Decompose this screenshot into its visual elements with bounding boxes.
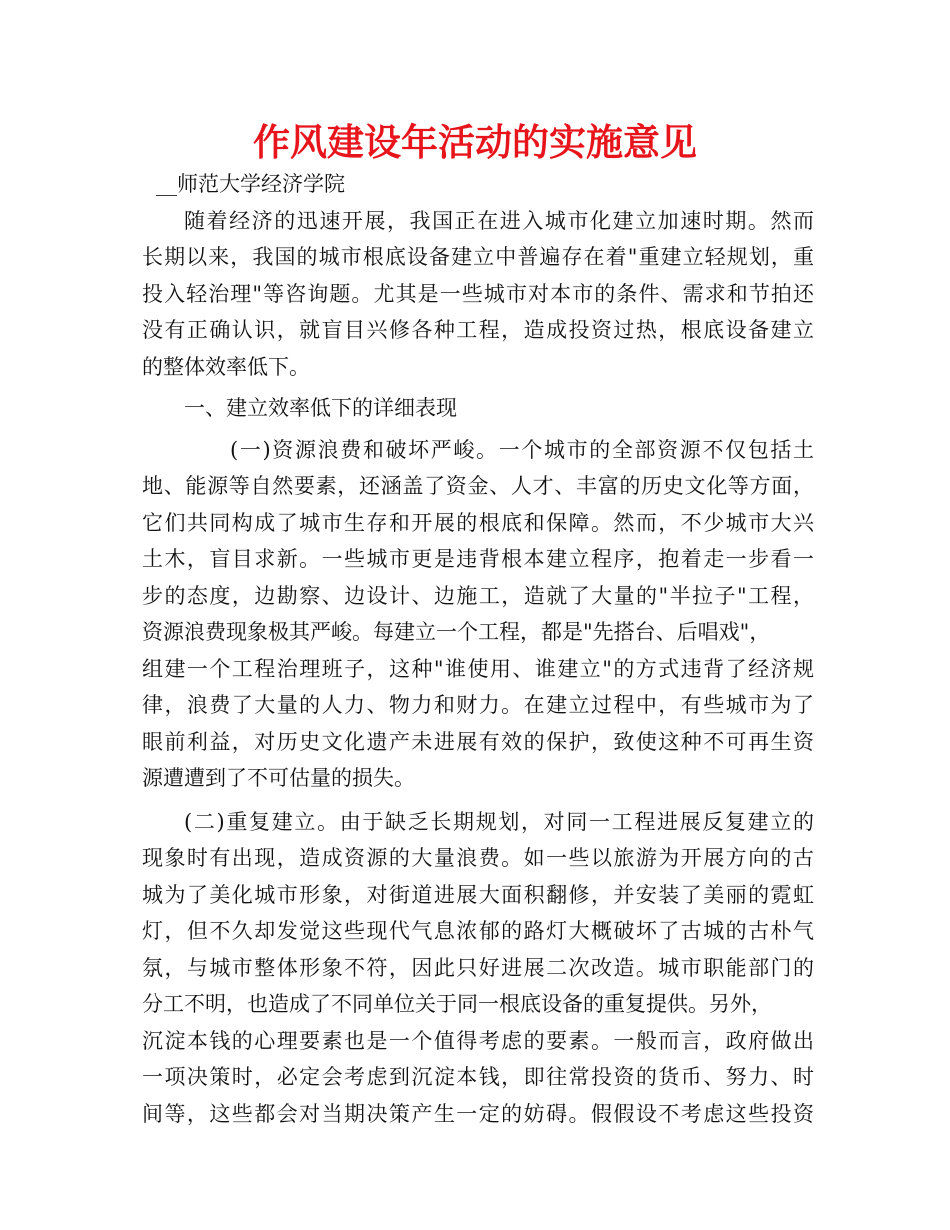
paragraph-line: 源遭遭到了不可估量的损失。 [142,766,415,790]
paragraph-line: 沉淀本钱的心理要素也是一个值得考虑的要素。一般而言，政府做出 [142,1028,814,1053]
intro-line: 投入轻治理"等咨询题。尤其是一些城市对本市的条件、需求和节拍还 [142,281,814,306]
paragraph-line: 氛，与城市整体形象不符，因此只好进展二次改造。城市职能部门的 [142,955,814,980]
paragraph-line: 间等，这些都会对当期决策产生一定的妨碍。假假设不考虑这些投资 [142,1101,814,1126]
paragraph-line: 现象时有出现，造成资源的大量浪费。如一些以旅游为开展方向的古 [142,846,814,870]
paragraph-line: 地、能源等自然要素，还涵盖了资金、人才、丰富的历史文化等方面， [142,474,814,498]
paragraph-line: 资源浪费现象极其严峻。每建立一个工程，都是"先搭台、后唱戏"， [142,620,771,644]
paragraph-line: 眼前利益，对历史文化遗产未进展有效的保护，致使这种不可再生资 [142,729,814,754]
paragraph-line: 步的态度，边勘察、边设计、边施工，造就了大量的"半拉子"工程， [142,583,814,608]
paragraph-line: 一项决策时，必定会考虑到沉淀本钱，即往常投资的货币、努力、时 [142,1065,814,1089]
paragraph-line: 城为了美化城市形象，对街道进展大面积翻修，并安装了美丽的霓虹 [142,882,814,907]
paragraph-line: 组建一个工程治理班子，这种"谁使用、谁建立"的方式违背了经济规 [142,656,814,681]
paragraph-line: 律，浪费了大量的人力、物力和财力。在建立过程中，有些城市为了 [142,693,814,717]
intro-line: 的整体效率低下。 [142,354,310,379]
intro-line: 没有正确认识，就盲目兴修各种工程，造成投资过热，根底设备建立 [142,318,814,342]
document-body [142,166,814,1132]
paragraph-line: 灯，但不久却发觉这些现代气息浓郁的路灯大概破坏了古城的古朴气 [142,919,814,943]
paragraph-line: (二)重复建立。由于缺乏长期规划，对同一工程进展反复建立的 [184,809,814,834]
paragraph-line: 分工不明，也造成了不同单位关于同一根底设备的重复提供。另外， [142,992,772,1016]
paragraph-line: 土木，盲目求新。一些城市更是违背根本建立程序，抱着走一步看一 [142,547,814,571]
paragraph-line: (一)资源浪费和破坏严峻。一个城市的全部资源不仅包括土 [230,437,814,462]
section-heading: 一、建立效率低下的详细表现 [184,396,457,420]
intro-line: 随着经济的迅速开展，我国正在进入城市化建立加速时期。然而 [184,208,814,233]
document-title: 作风建设年活动的实施意见 [253,121,697,164]
author-line: __师范大学经济学院 [156,172,345,196]
intro-line: 长期以来，我国的城市根底设备建立中普遍存在着"重建立轻规划，重 [142,245,814,269]
paragraph-line: 它们共同构成了城市生存和开展的根底和保障。然而，不少城市大兴 [142,510,814,535]
